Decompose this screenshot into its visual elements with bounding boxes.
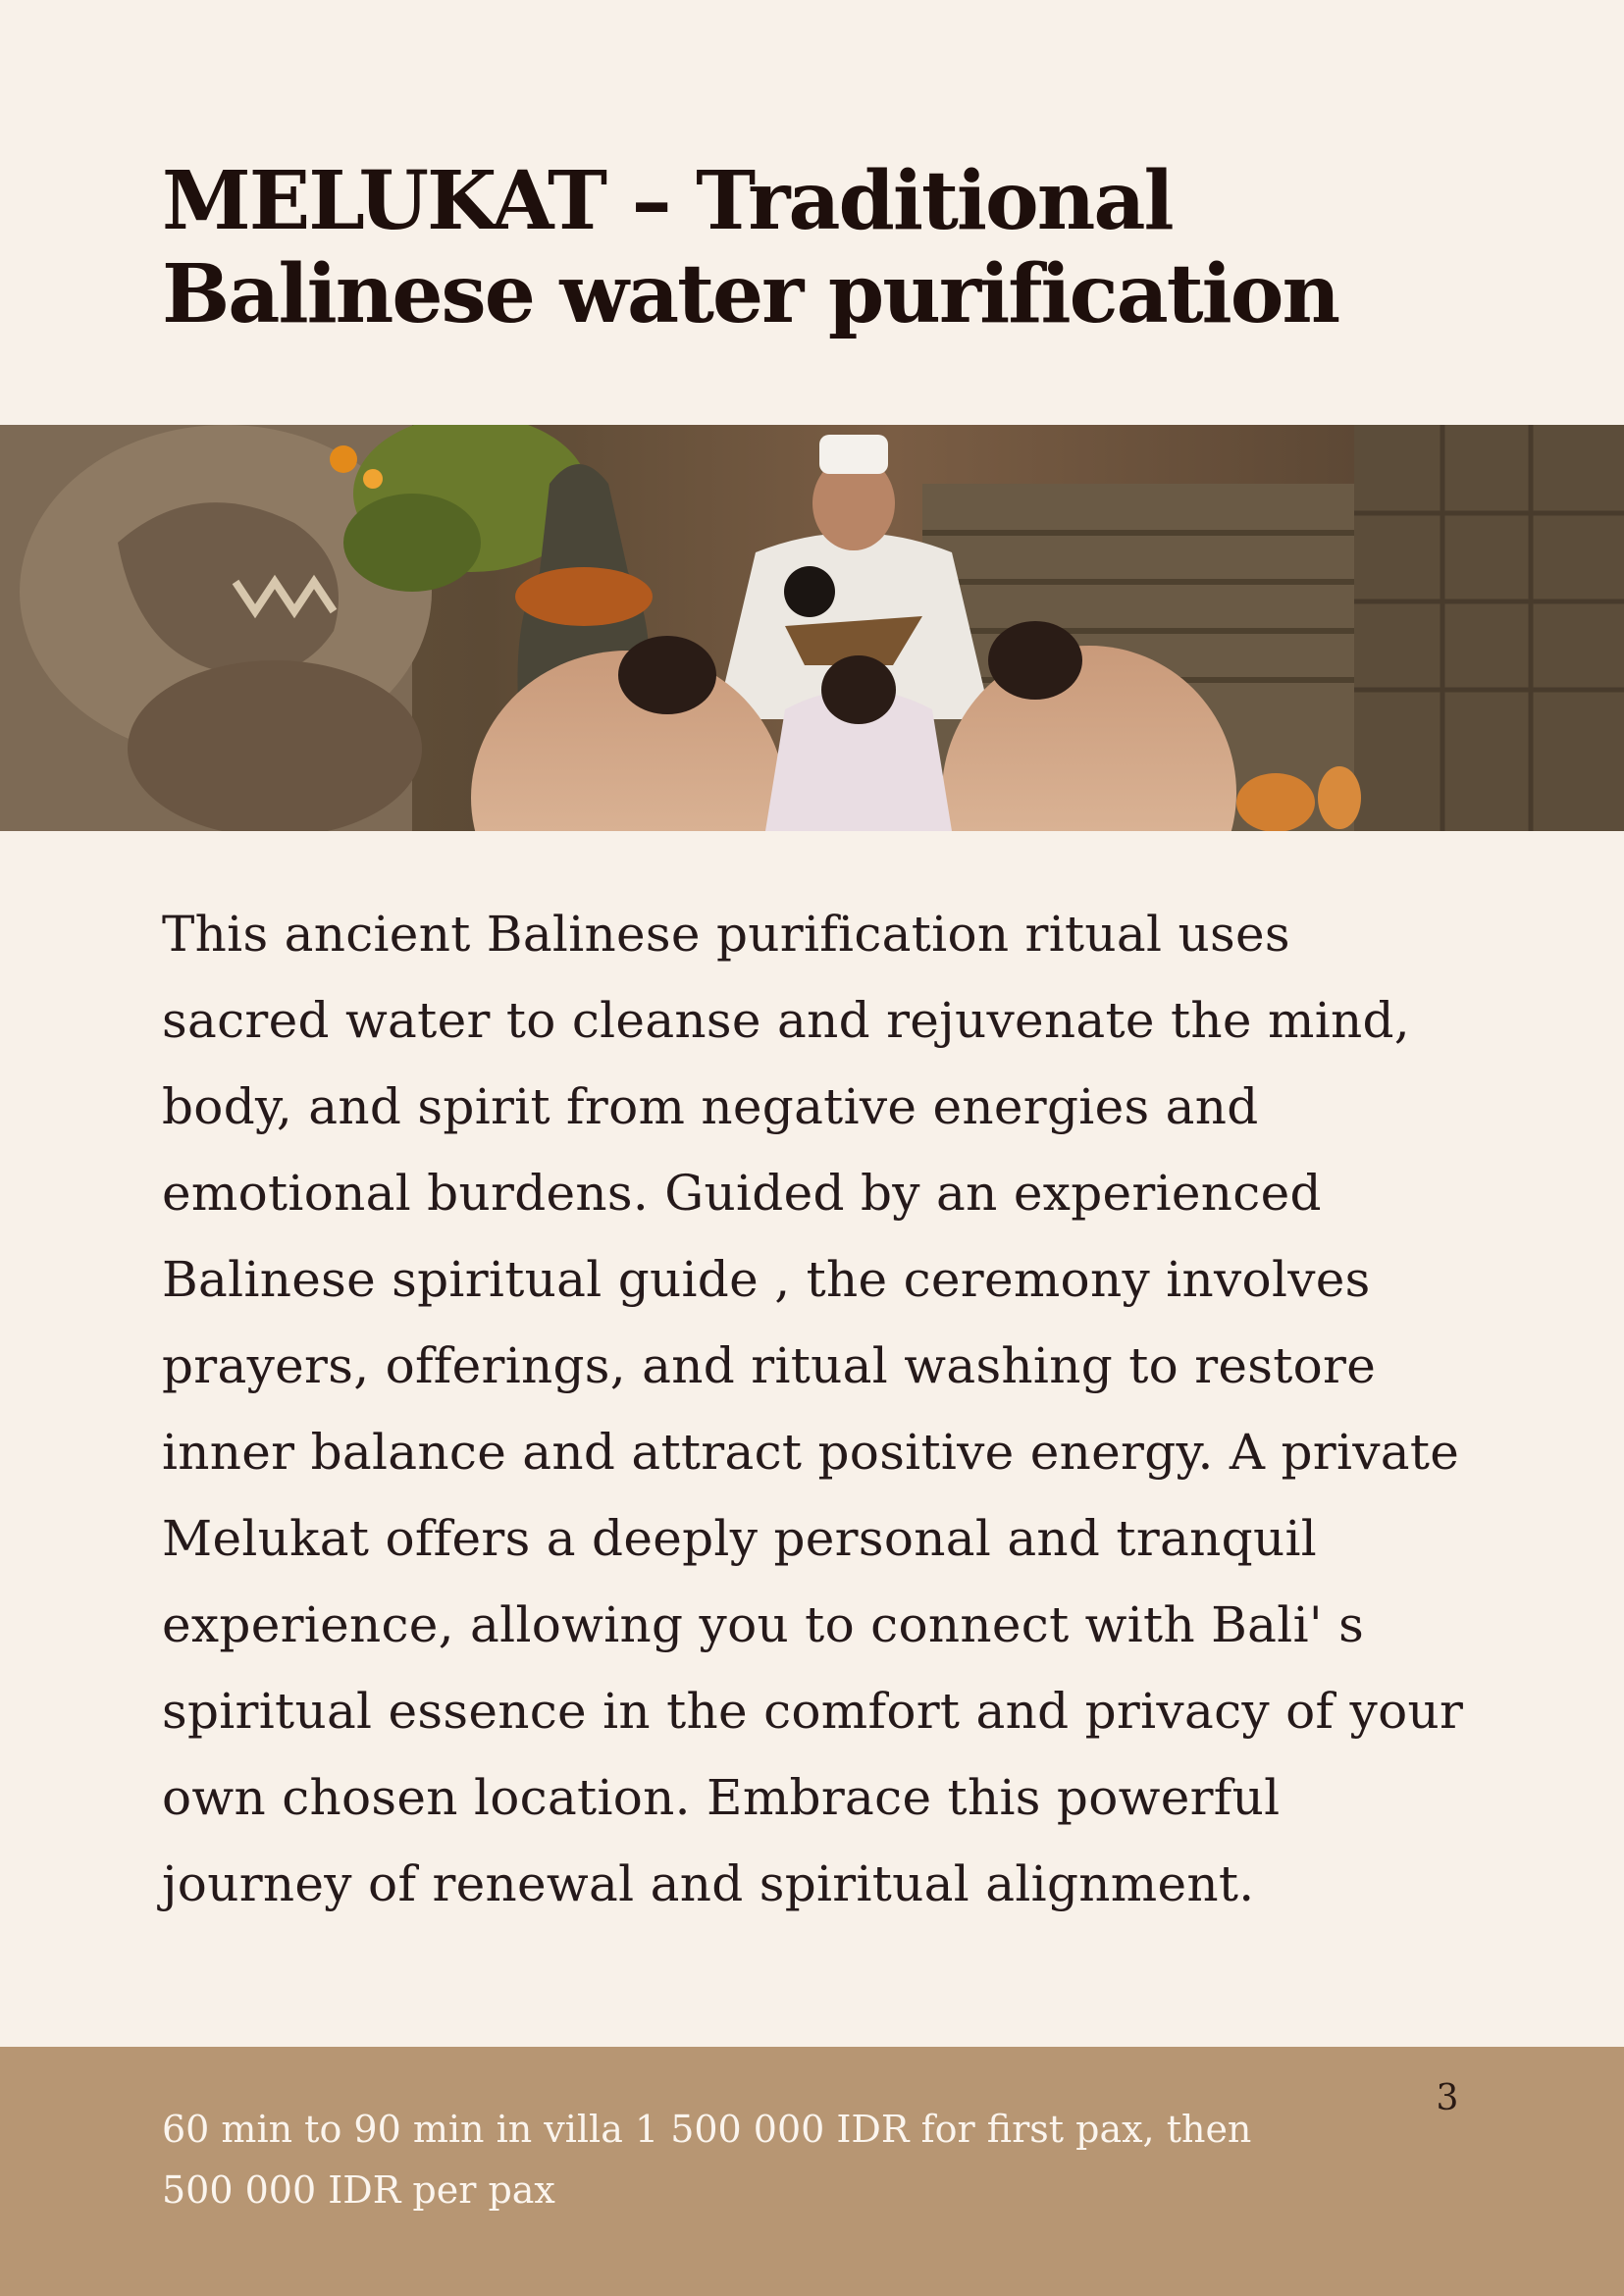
melukat-ceremony-photo	[0, 425, 1624, 831]
pricing-info: 60 min to 90 min in villa 1 500 000 IDR for first pax, then 500 000 IDR per pax	[162, 2108, 1252, 2212]
description-paragraph: This ancient Balinese purification ritual uses sacred water to cleanse and rejuvenate the mind, body, and spirit from negative energies and emotional burdens. Guided by an experienced Balinese spiritual guide , the ceremony involves prayers, offerings, and ritual washing to restore inner balance and attract positive energy. A private Melukat offers a deeply personal and tranquil experience, allowing you to connect with Bali' s spiritual essence in the comfort and privacy of your own chosen location. Embrace this powerful journey of renewal and spiritual alignment.	[162, 906, 1464, 1912]
page-number: 3	[1436, 2078, 1459, 2118]
page-title: MELUKAT – Traditional Balinese water purification	[162, 154, 1339, 341]
